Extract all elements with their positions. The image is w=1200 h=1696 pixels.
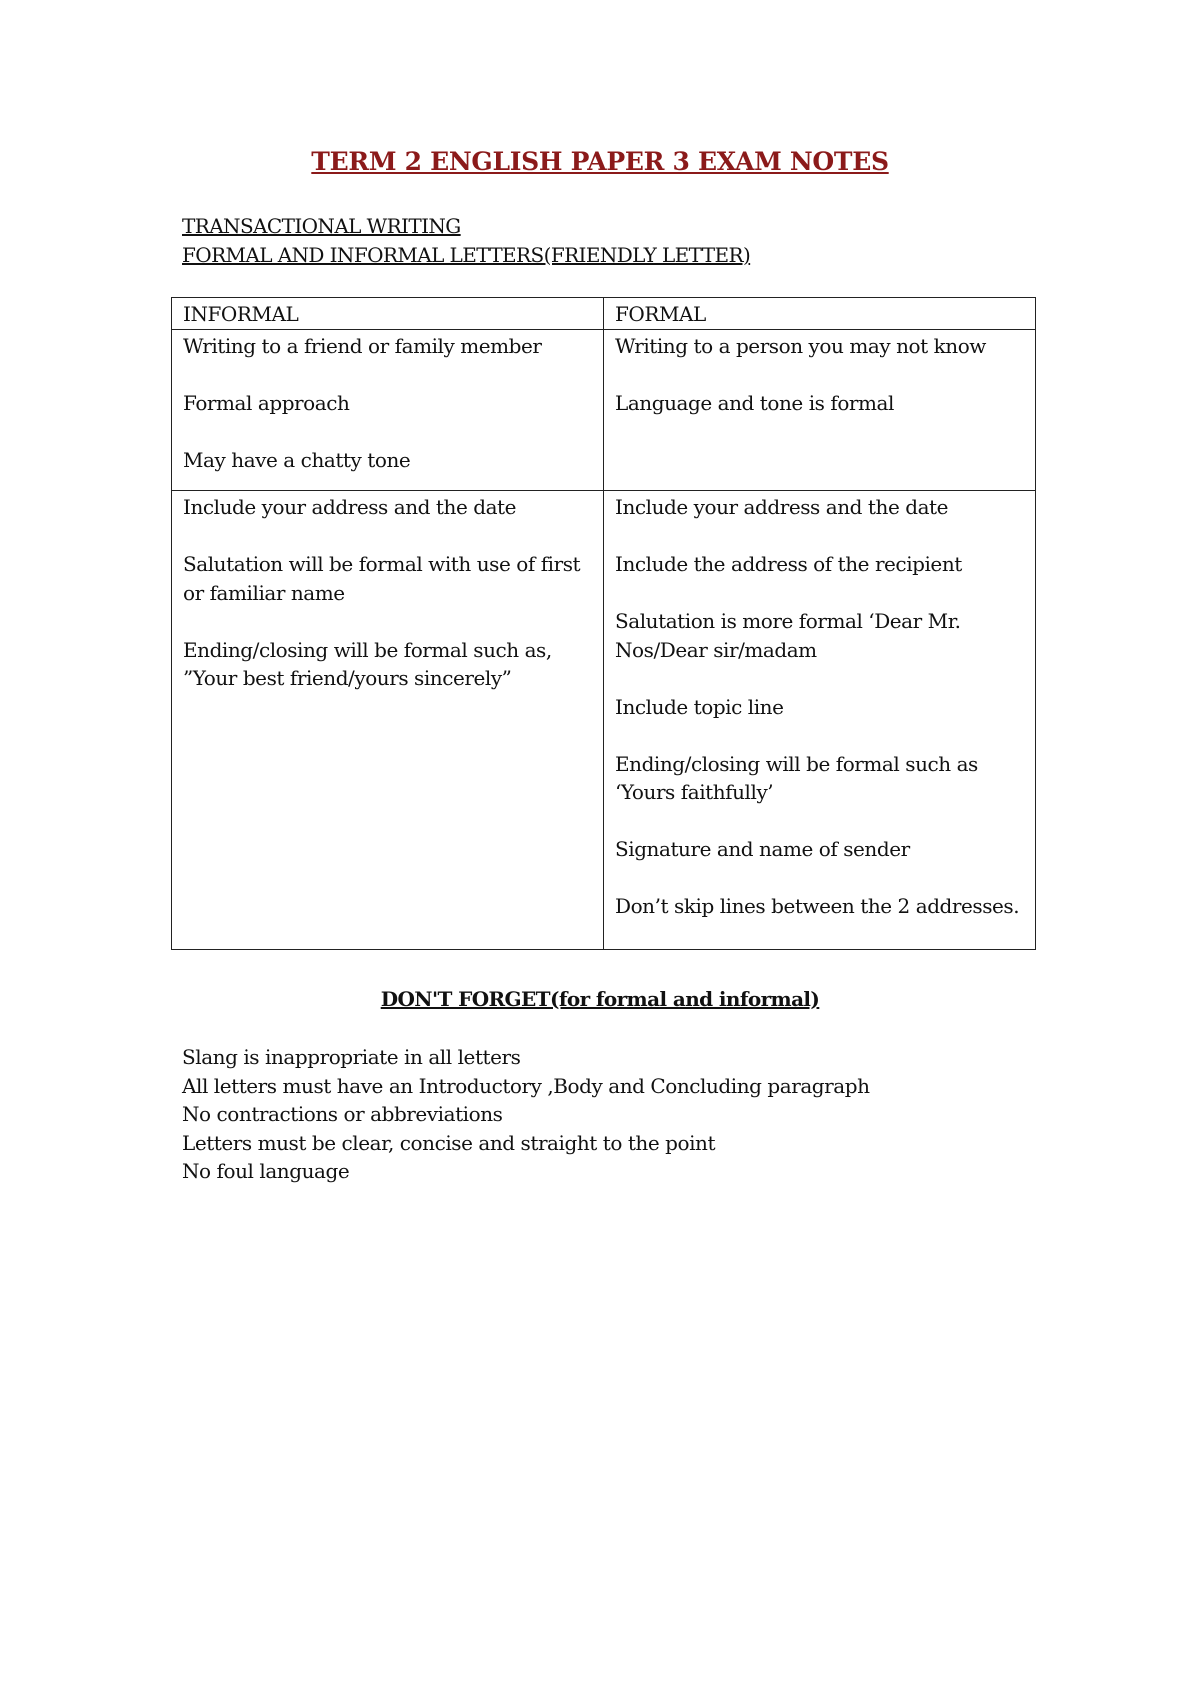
section-heading-transactional-writing: TRANSACTIONAL WRITING <box>182 214 461 238</box>
reminder-heading: DON'T FORGET(for formal and informal) <box>380 987 820 1011</box>
cell-line: Salutation is more formal ‘Dear Mr. Nos/Dear sir/madam <box>615 609 961 662</box>
cell-line: Don’t skip lines between the 2 addresses. <box>615 894 1020 918</box>
table-cell-formal <box>604 491 1036 950</box>
cell-line: Include your address and the date <box>615 495 949 519</box>
table-cell-formal <box>604 329 1036 491</box>
cell-line: Ending/closing will be formal such as, ”Your best friend/yours sincerely” <box>183 637 552 690</box>
cell-line: May have a chatty tone <box>183 447 411 472</box>
cell-line: Include your address and the date <box>183 495 517 519</box>
cell-line: Salutation will be formal with use of first or familiar name <box>183 552 581 605</box>
cell-line: Language and tone is formal <box>615 390 894 415</box>
table-header-row <box>172 298 1036 330</box>
list-item: No foul language <box>182 1159 350 1183</box>
list-item: No contractions or abbreviations <box>182 1102 503 1126</box>
table-cell-informal <box>172 329 604 491</box>
list-item: Slang is inappropriate in all letters <box>182 1045 521 1069</box>
table-row <box>172 329 1036 491</box>
table-cell-informal <box>172 491 604 950</box>
section-heading-letters: FORMAL AND INFORMAL LETTERS(FRIENDLY LETTER) <box>182 243 751 267</box>
cell-line: Include topic line <box>615 694 784 719</box>
column-header-formal: FORMAL <box>604 298 1036 330</box>
table-row <box>172 491 1036 950</box>
list-item: Letters must be clear, concise and straight to the point <box>182 1130 716 1155</box>
cell-line: Signature and name of sender <box>615 837 910 861</box>
reminder-list <box>182 1043 870 1186</box>
cell-line: Ending/closing will be formal such as ‘Yours faithfully’ <box>615 751 978 804</box>
cell-line: Include the address of the recipient <box>615 552 962 576</box>
list-item: All letters must have an Introductory ,Body and Concluding paragraph <box>182 1073 870 1098</box>
cell-line: Writing to a person you may not know <box>615 333 986 358</box>
comparison-table <box>171 297 1036 950</box>
column-header-informal: INFORMAL <box>172 298 604 330</box>
cell-line: Formal approach <box>183 390 350 415</box>
page-title: TERM 2 ENGLISH PAPER 3 EXAM NOTES <box>311 147 889 176</box>
cell-line: Writing to a friend or family member <box>183 333 542 358</box>
